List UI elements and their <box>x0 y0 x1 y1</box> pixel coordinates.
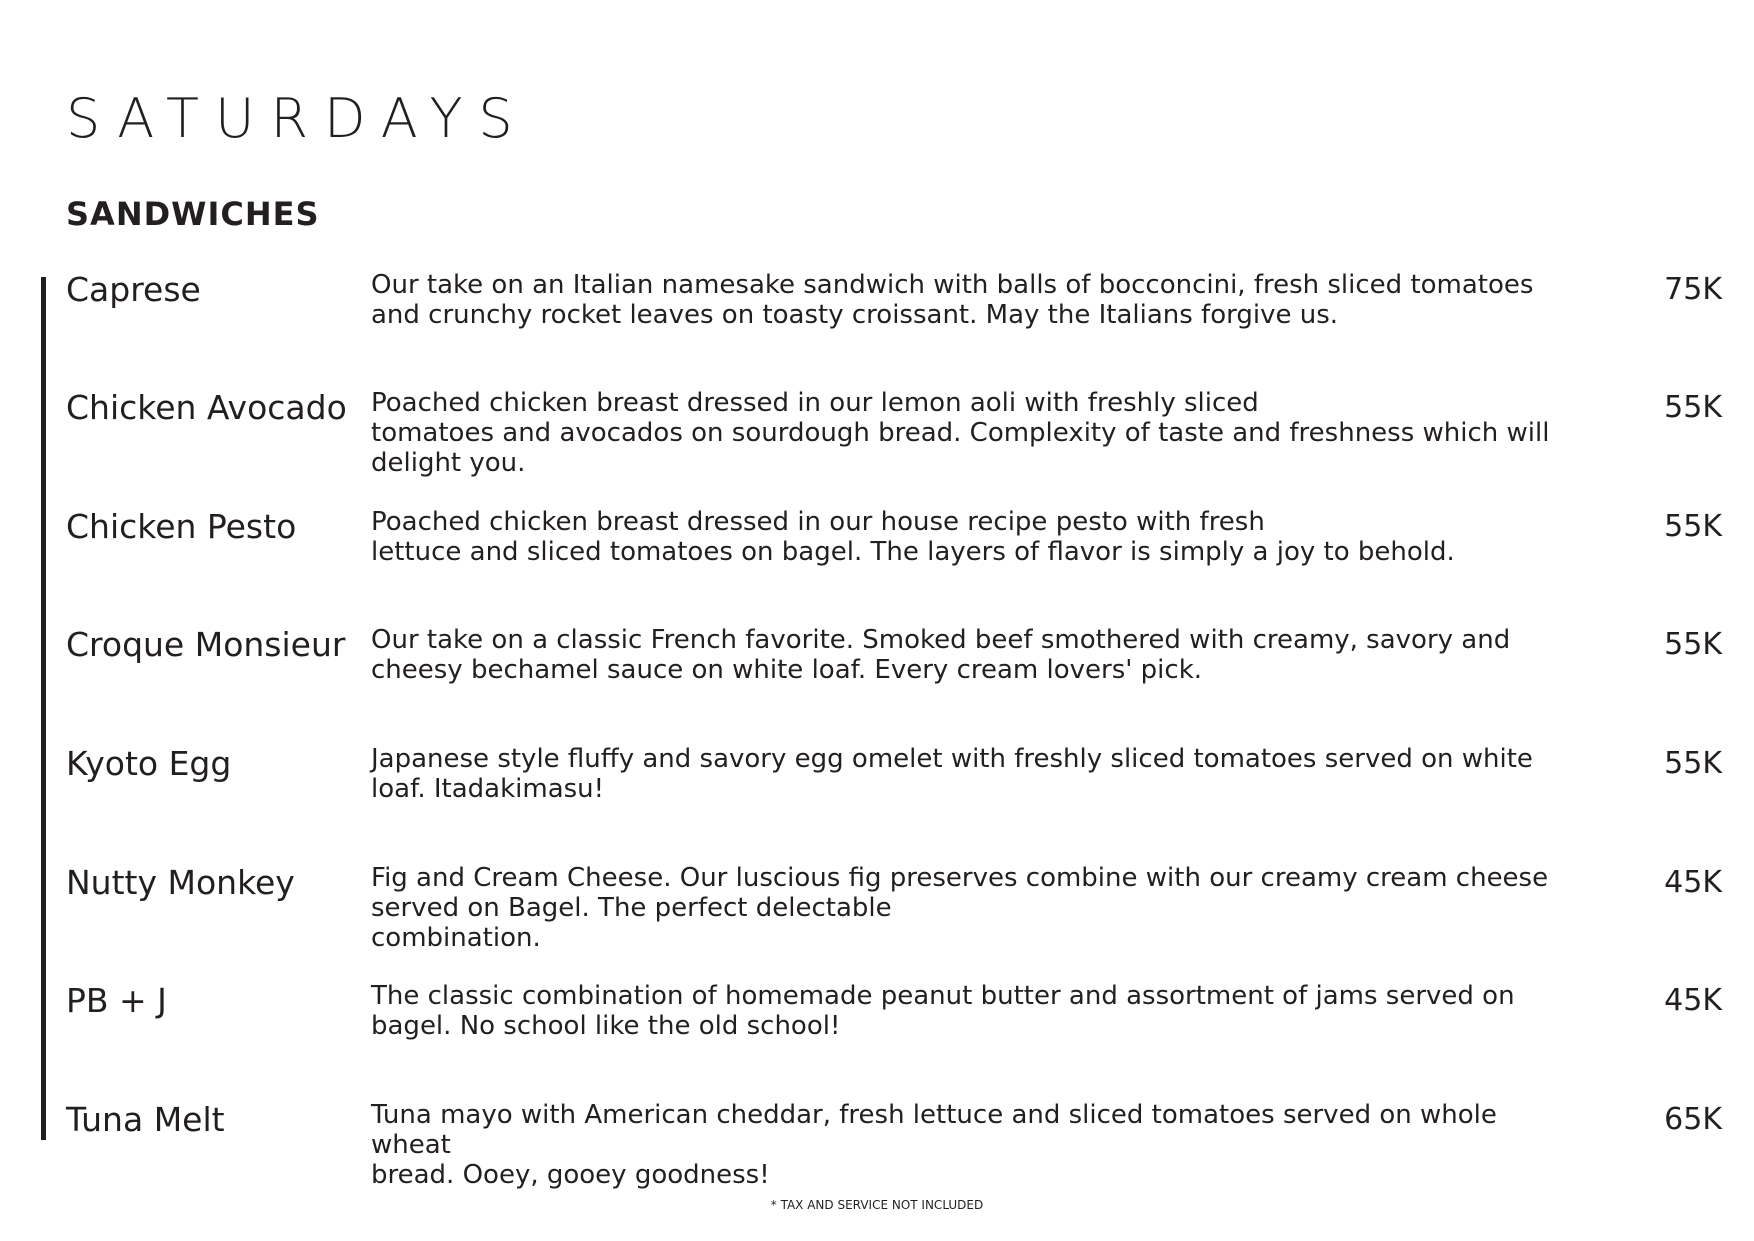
item-price: 55K <box>1664 509 1722 544</box>
item-description: Our take on an Italian namesake sandwich with balls of bocconcini, fresh sliced tomatoes and crunchy rocket leaves on toasty croissant. May the Italians forgive us. <box>371 270 1534 330</box>
item-name: Nutty Monkey <box>66 863 295 902</box>
item-name: PB + J <box>66 981 167 1020</box>
menu-item <box>0 1100 1754 1210</box>
item-name: Chicken Avocado <box>66 388 347 427</box>
item-name: Caprese <box>66 270 201 309</box>
tax-service-footnote: * TAX AND SERVICE NOT INCLUDED <box>770 1198 984 1212</box>
menu-item <box>0 625 1754 735</box>
item-price: 65K <box>1664 1102 1722 1137</box>
menu-item <box>0 863 1754 973</box>
item-price: 75K <box>1664 272 1722 307</box>
menu-item <box>0 744 1754 854</box>
item-description: Our take on a classic French favorite. Smoked beef smothered with creamy, savory and cheesy bechamel sauce on white loaf. Every cream lovers' pick. <box>371 625 1511 685</box>
menu-item <box>0 270 1754 380</box>
item-description: Poached chicken breast dressed in our lemon aoli with freshly sliced tomatoes and avocados on sourdough bread. Complexity of taste and freshness which will delight you. <box>371 388 1550 478</box>
menu-item <box>0 981 1754 1091</box>
item-price: 55K <box>1664 746 1722 781</box>
item-description: Poached chicken breast dressed in our house recipe pesto with fresh lettuce and sliced tomatoes on bagel. The layers of flavor is simply a joy to behold. <box>371 507 1455 567</box>
section-title: SANDWICHES <box>66 195 320 233</box>
item-name: Croque Monsieur <box>66 625 346 664</box>
item-description: Tuna mayo with American cheddar, fresh lettuce and sliced tomatoes served on whole wheat bread. Ooey, gooey goodness! <box>371 1100 1497 1190</box>
item-name: Chicken Pesto <box>66 507 297 546</box>
item-description: Fig and Cream Cheese. Our luscious fig preserves combine with our creamy cream cheese served on Bagel. The perfect delectable combination. <box>371 863 1549 953</box>
item-name: Tuna Melt <box>66 1100 225 1139</box>
item-name: Kyoto Egg <box>66 744 232 783</box>
brand-logo: SATURDAYS <box>66 87 529 150</box>
item-price: 55K <box>1664 390 1722 425</box>
menu-item <box>0 388 1754 498</box>
item-price: 55K <box>1664 627 1722 662</box>
item-price: 45K <box>1664 865 1722 900</box>
item-description: The classic combination of homemade peanut butter and assortment of jams served on bagel. No school like the old school! <box>371 981 1515 1041</box>
item-description: Japanese style fluffy and savory egg omelet with freshly sliced tomatoes served on white loaf. Itadakimasu! <box>371 744 1533 804</box>
item-price: 45K <box>1664 983 1722 1018</box>
menu-item <box>0 507 1754 617</box>
